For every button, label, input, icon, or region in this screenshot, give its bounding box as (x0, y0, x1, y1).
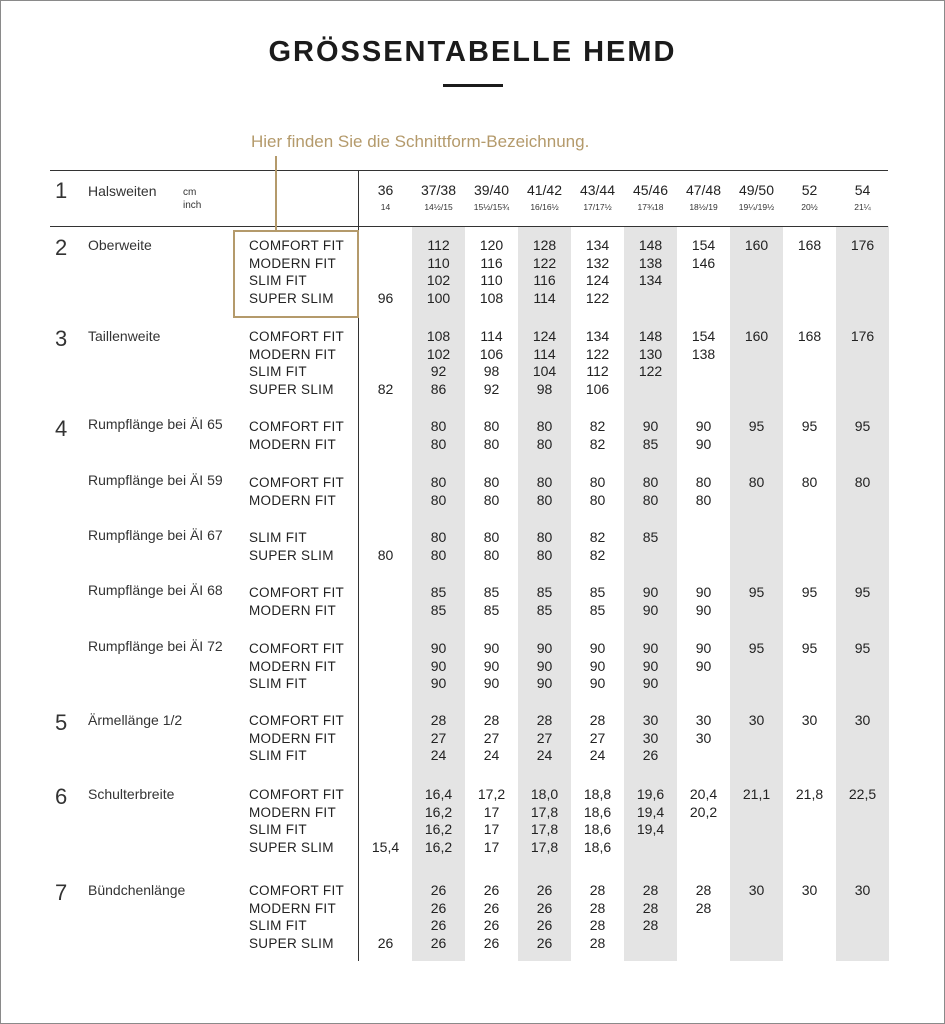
size-value: 96 (377, 289, 394, 306)
fit-label: MODERN FIT (249, 492, 336, 508)
size-value: 30 (801, 712, 818, 728)
size-value: 24 (536, 747, 553, 764)
size-value: 95 (748, 418, 765, 434)
size-value: 90 (642, 657, 659, 674)
size-value: 90 (642, 601, 659, 618)
size-value: 27 (589, 729, 606, 746)
size-header-cm: 36 (377, 182, 394, 198)
size-value: 85 (536, 584, 553, 600)
fit-label: SLIM FIT (249, 748, 307, 764)
size-value: 26 (430, 899, 447, 916)
size-value: 90 (536, 675, 553, 692)
size-value: 102 (426, 345, 451, 362)
size-value: 116 (480, 254, 503, 271)
size-value: 130 (638, 345, 663, 362)
size-value: 28 (642, 882, 659, 898)
size-value: 85 (642, 529, 659, 545)
fit-label: SUPER SLIM (249, 935, 334, 951)
section-number: 5 (55, 710, 68, 735)
size-value: 90 (695, 418, 712, 434)
size-value: 26 (536, 917, 553, 934)
size-value: 26 (536, 899, 553, 916)
size-value: 90 (695, 640, 712, 656)
size-value: 114 (480, 328, 503, 344)
size-value: 85 (483, 584, 500, 600)
fit-label: COMFORT FIT (249, 419, 345, 434)
size-value: 18,0 (530, 786, 559, 802)
size-value: 124 (585, 272, 610, 289)
size-value: 30 (695, 729, 712, 746)
size-value: 26 (430, 934, 447, 951)
size-value: 18,6 (583, 821, 612, 838)
table-top-rule (50, 170, 888, 171)
size-value: 26 (377, 934, 394, 951)
size-header-inch: 18½/19 (689, 202, 718, 212)
size-value: 138 (638, 254, 663, 271)
size-value: 17,8 (530, 803, 559, 820)
size-value: 110 (480, 272, 503, 289)
section-label: Oberweite (88, 237, 152, 253)
size-value: 24 (430, 747, 447, 764)
measure-label: Rumpflänge bei ÄI 59 (88, 472, 223, 488)
size-value: 120 (479, 237, 504, 253)
size-value: 27 (536, 729, 553, 746)
size-value: 90 (430, 640, 447, 656)
size-value: 30 (854, 882, 871, 898)
size-header-cm: 41/42 (526, 182, 563, 198)
size-value: 27 (430, 729, 447, 746)
size-value: 134 (585, 237, 610, 253)
size-value: 26 (430, 917, 447, 934)
fit-label: MODERN FIT (249, 436, 336, 452)
size-value: 17,8 (530, 821, 559, 838)
size-value: 26 (483, 934, 500, 951)
section-label: Ärmellänge 1/2 (88, 712, 183, 728)
size-value: 80 (801, 474, 818, 490)
size-value: 17 (483, 821, 500, 838)
size-value: 90 (430, 675, 447, 692)
section-number: 4 (55, 416, 68, 441)
size-header-inch: 17¾18 (637, 202, 664, 212)
section-number: 1 (55, 178, 68, 203)
size-value: 80 (536, 529, 553, 545)
size-value: 80 (854, 474, 871, 490)
size-value: 122 (638, 363, 663, 380)
size-value: 122 (532, 254, 557, 271)
size-value: 98 (536, 380, 553, 397)
size-value: 21,8 (795, 786, 824, 802)
size-value: 90 (536, 640, 553, 656)
size-value: 28 (642, 917, 659, 934)
size-value: 132 (585, 254, 610, 271)
section-label: Bündchenlänge (88, 882, 186, 898)
measure-label: Rumpflänge bei ÄI 68 (88, 582, 223, 598)
size-value: 18,6 (583, 803, 612, 820)
size-value: 80 (430, 474, 447, 490)
fit-label: MODERN FIT (249, 346, 336, 362)
size-value: 85 (483, 601, 500, 618)
size-value: 95 (854, 640, 871, 656)
size-value: 26 (642, 747, 659, 764)
size-value: 16,2 (424, 821, 453, 838)
size-value: 17 (483, 803, 500, 820)
size-value: 90 (483, 675, 500, 692)
size-value: 30 (801, 882, 818, 898)
size-value: 20,4 (689, 786, 718, 802)
size-value: 27 (483, 729, 500, 746)
size-value: 90 (536, 657, 553, 674)
size-value: 24 (589, 747, 606, 764)
size-value: 80 (430, 529, 447, 545)
size-value: 80 (536, 491, 553, 508)
size-value: 146 (691, 254, 716, 271)
size-value: 148 (638, 328, 663, 344)
size-value: 124 (532, 328, 557, 344)
measure-label: Rumpflänge bei ÄI 67 (88, 527, 223, 543)
size-value: 28 (589, 934, 606, 951)
size-value: 154 (691, 237, 716, 253)
size-value: 134 (638, 272, 663, 289)
size-value: 80 (536, 546, 553, 563)
size-header-cm: 49/50 (738, 182, 775, 198)
size-value: 95 (748, 584, 765, 600)
size-value: 80 (430, 546, 447, 563)
size-value: 30 (854, 712, 871, 728)
fit-label: COMFORT FIT (249, 641, 345, 656)
size-value: 160 (744, 237, 769, 253)
header-bottom-rule (50, 226, 888, 227)
page-title: GRÖSSENTABELLE HEMD (268, 36, 677, 68)
size-value: 85 (430, 601, 447, 618)
size-value: 90 (642, 675, 659, 692)
fit-label: SUPER SLIM (249, 290, 334, 306)
section-label: Schulterbreite (88, 786, 175, 802)
size-value: 80 (536, 418, 553, 434)
size-value: 114 (533, 289, 556, 306)
size-value: 16,2 (424, 803, 453, 820)
size-value: 85 (589, 601, 606, 618)
size-value: 85 (430, 584, 447, 600)
size-header-cm: 52 (801, 182, 818, 198)
size-value: 28 (589, 899, 606, 916)
size-value: 30 (748, 882, 765, 898)
size-value: 30 (642, 712, 659, 728)
size-value: 80 (430, 418, 447, 434)
section-number: 2 (55, 235, 68, 260)
title-underline (443, 84, 503, 87)
size-value: 90 (483, 657, 500, 674)
size-value: 85 (642, 435, 659, 452)
size-value: 90 (695, 435, 712, 452)
size-value: 85 (589, 584, 606, 600)
size-value: 28 (589, 712, 606, 728)
size-value: 28 (695, 882, 712, 898)
size-value: 28 (430, 712, 447, 728)
size-value: 82 (589, 435, 606, 452)
size-value: 28 (483, 712, 500, 728)
size-value: 80 (377, 546, 394, 563)
size-value: 90 (589, 657, 606, 674)
size-header-cm: 43/44 (579, 182, 616, 198)
fit-hint-text: Hier finden Sie die Schnittform-Bezeichnung. (251, 132, 590, 151)
size-value: 28 (695, 899, 712, 916)
size-header-cm: 47/48 (685, 182, 722, 198)
size-value: 176 (850, 237, 875, 253)
size-header-inch: 19¼/19½ (738, 202, 775, 212)
size-value: 16,2 (424, 838, 453, 855)
size-header-cm: 37/38 (420, 182, 457, 198)
size-value: 90 (695, 657, 712, 674)
unit-inch: inch (183, 200, 202, 211)
fit-label: SLIM FIT (249, 273, 307, 289)
size-header-cm: 45/46 (632, 182, 669, 198)
size-value: 80 (536, 474, 553, 490)
size-header-inch: 17/17½ (583, 202, 612, 212)
size-value: 138 (691, 345, 716, 362)
size-value: 100 (426, 289, 451, 306)
fit-label: MODERN FIT (249, 730, 336, 746)
size-value: 82 (589, 418, 606, 434)
fit-label: MODERN FIT (249, 804, 336, 820)
size-value: 104 (532, 363, 557, 380)
size-value: 122 (585, 345, 610, 362)
size-value: 108 (479, 289, 504, 306)
fit-label: MODERN FIT (249, 900, 336, 916)
size-value: 26 (536, 934, 553, 951)
fit-label: COMFORT FIT (249, 238, 345, 253)
size-value: 80 (483, 435, 500, 452)
fit-label: COMFORT FIT (249, 329, 345, 344)
fit-label: COMFORT FIT (249, 585, 345, 600)
size-value: 80 (695, 474, 712, 490)
size-value: 17,8 (530, 838, 559, 855)
size-value: 80 (642, 491, 659, 508)
fit-label: MODERN FIT (249, 602, 336, 618)
size-value: 90 (642, 418, 659, 434)
size-value: 22,5 (848, 786, 877, 802)
size-value: 80 (483, 529, 500, 545)
size-value: 26 (483, 882, 500, 898)
fit-label: SUPER SLIM (249, 381, 334, 397)
size-value: 90 (695, 601, 712, 618)
measure-label: Rumpflänge bei ÄI 65 (88, 416, 223, 432)
size-value: 19,6 (636, 786, 665, 802)
size-value: 80 (589, 474, 606, 490)
size-value: 24 (483, 747, 500, 764)
size-value: 114 (533, 345, 556, 362)
size-value: 90 (589, 675, 606, 692)
size-value: 82 (377, 380, 394, 397)
size-header-inch: 20½ (801, 202, 818, 212)
size-value: 85 (536, 601, 553, 618)
size-value: 106 (585, 380, 610, 397)
fit-label: SLIM FIT (249, 364, 307, 380)
size-value: 95 (801, 584, 818, 600)
size-value: 122 (585, 289, 610, 306)
fit-label: SLIM FIT (249, 822, 307, 838)
size-value: 90 (483, 640, 500, 656)
size-value: 95 (854, 584, 871, 600)
size-value: 102 (426, 272, 451, 289)
fit-label: COMFORT FIT (249, 787, 345, 802)
size-header-inch: 16/16½ (530, 202, 559, 212)
size-value: 30 (695, 712, 712, 728)
size-value: 168 (797, 237, 822, 253)
size-value: 80 (695, 491, 712, 508)
size-value: 30 (642, 729, 659, 746)
size-value: 134 (585, 328, 610, 344)
size-value: 112 (586, 363, 609, 380)
size-value: 19,4 (636, 821, 665, 838)
size-value: 80 (536, 435, 553, 452)
size-value: 26 (483, 917, 500, 934)
size-value: 18,6 (583, 838, 612, 855)
size-value: 28 (642, 899, 659, 916)
size-value: 82 (589, 529, 606, 545)
size-value: 26 (536, 882, 553, 898)
size-value: 80 (483, 474, 500, 490)
size-value: 28 (536, 712, 553, 728)
size-value: 17 (483, 838, 500, 855)
size-value: 20,2 (689, 803, 718, 820)
measure-label: Rumpflänge bei ÄI 72 (88, 638, 223, 654)
size-value: 80 (748, 474, 765, 490)
size-value: 98 (483, 363, 500, 380)
fit-label: MODERN FIT (249, 658, 336, 674)
size-value: 92 (483, 380, 500, 397)
fit-label: SUPER SLIM (249, 839, 334, 855)
fit-label: COMFORT FIT (249, 713, 345, 728)
size-value: 26 (483, 899, 500, 916)
unit-cm: cm (183, 187, 197, 198)
size-header-inch: 14½/15 (424, 202, 453, 212)
size-value: 80 (430, 435, 447, 452)
section-number: 3 (55, 326, 68, 351)
size-value: 148 (638, 237, 663, 253)
section-number: 6 (55, 784, 68, 809)
size-value: 95 (801, 640, 818, 656)
size-value: 21,1 (742, 786, 771, 802)
size-value: 154 (691, 328, 716, 344)
size-value: 16,4 (424, 786, 453, 802)
size-header-inch: 15½/15¾ (473, 202, 510, 212)
size-header-inch: 21¼ (854, 202, 871, 212)
size-value: 95 (748, 640, 765, 656)
size-value: 108 (426, 328, 451, 344)
size-value: 28 (589, 882, 606, 898)
size-value: 90 (430, 657, 447, 674)
size-value: 80 (483, 418, 500, 434)
size-value: 176 (850, 328, 875, 344)
size-value: 90 (589, 640, 606, 656)
size-value: 26 (430, 882, 447, 898)
size-value: 86 (430, 380, 447, 397)
fit-label: SLIM FIT (249, 530, 307, 545)
fit-label: SLIM FIT (249, 676, 307, 692)
size-value: 15,4 (371, 838, 400, 855)
size-value: 80 (483, 546, 500, 563)
section-number: 7 (55, 880, 68, 905)
size-value: 80 (642, 474, 659, 490)
size-value: 30 (748, 712, 765, 728)
size-value: 80 (589, 491, 606, 508)
size-value: 90 (695, 584, 712, 600)
fit-hint-connector (275, 156, 277, 231)
size-value: 80 (430, 491, 447, 508)
size-value: 128 (532, 237, 557, 253)
size-header-inch: 14 (380, 202, 391, 212)
size-value: 82 (589, 546, 606, 563)
size-value: 90 (642, 640, 659, 656)
size-header-cm: 54 (854, 182, 871, 198)
size-value: 19,4 (636, 803, 665, 820)
size-value: 80 (483, 491, 500, 508)
size-value: 95 (854, 418, 871, 434)
size-value: 110 (427, 254, 450, 271)
size-value: 95 (801, 418, 818, 434)
fit-hint-box (233, 230, 359, 318)
size-value: 160 (744, 328, 769, 344)
size-value: 92 (430, 363, 447, 380)
section-label: Halsweiten (88, 183, 157, 199)
fit-label: SLIM FIT (249, 918, 307, 934)
fit-label: SUPER SLIM (249, 547, 334, 563)
fit-label: COMFORT FIT (249, 883, 345, 898)
size-header-cm: 39/40 (473, 182, 510, 198)
section-label: Taillenweite (88, 328, 161, 344)
fit-label: MODERN FIT (249, 255, 336, 271)
size-value: 116 (533, 272, 556, 289)
size-value: 90 (642, 584, 659, 600)
size-value: 106 (479, 345, 504, 362)
size-value: 28 (589, 917, 606, 934)
size-value: 168 (797, 328, 822, 344)
fit-label: COMFORT FIT (249, 475, 345, 490)
size-value: 18,8 (583, 786, 612, 802)
size-value: 112 (427, 237, 450, 253)
size-value: 17,2 (477, 786, 506, 802)
